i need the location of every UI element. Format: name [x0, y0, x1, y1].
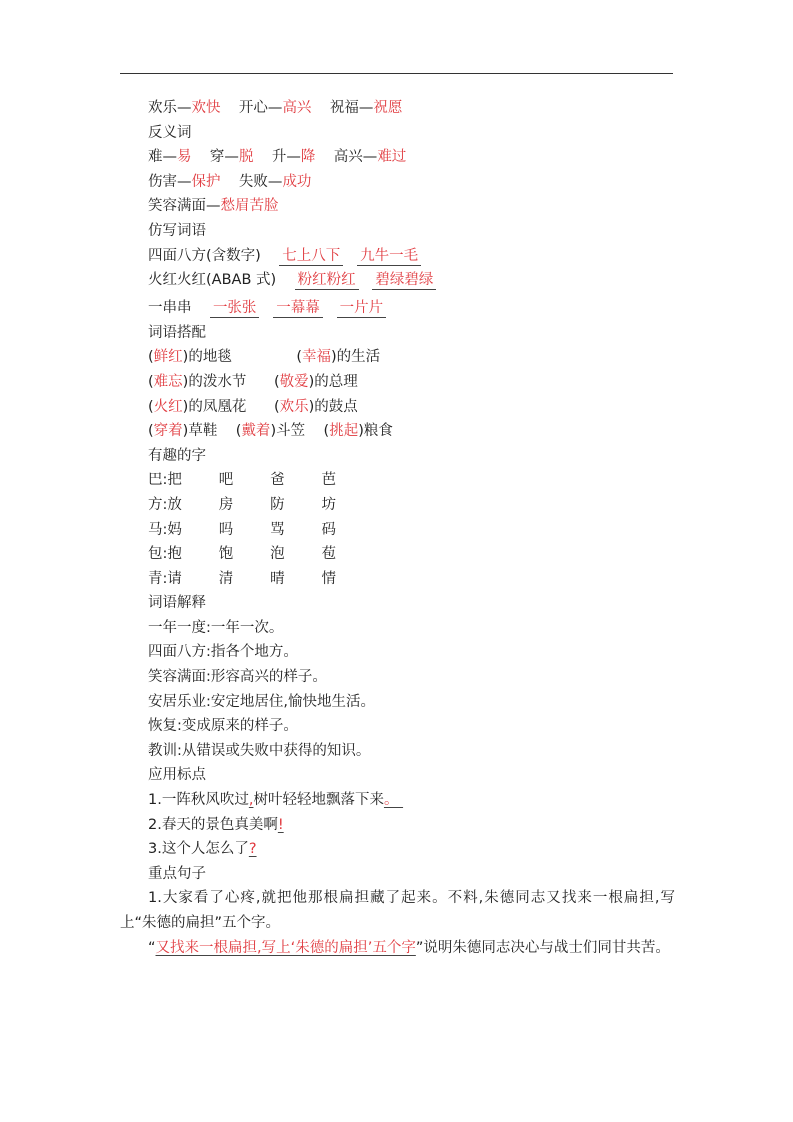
text-line: [120, 591, 675, 616]
answer-text: 易: [177, 149, 192, 166]
text-segment: 仿写词语: [148, 222, 206, 239]
text-segment: 四面八方:指各个地方。: [148, 644, 298, 661]
text-segment: 四面八方(含数字): [148, 247, 280, 264]
text-segment: (: [148, 373, 154, 390]
text-segment: “: [148, 939, 156, 956]
text-segment: 笑容满面:形容高兴的样子。: [148, 669, 327, 686]
text-segment: 重点句子: [148, 865, 206, 882]
text-segment: 失败—: [220, 173, 283, 190]
text-line: [120, 739, 675, 764]
text-line: [120, 518, 675, 543]
answer-text: 。: [383, 792, 404, 809]
text-line: [120, 194, 675, 219]
answer-text: 脱: [238, 149, 254, 166]
answer-text: 九牛一毛: [357, 247, 421, 266]
text-segment: [323, 300, 337, 316]
answer-text: 一张张: [210, 299, 260, 318]
answer-text: ,: [248, 792, 254, 809]
answer-text: !: [277, 816, 284, 833]
answer-text: 火红: [153, 398, 183, 415]
text-segment: )草鞋 (: [182, 423, 242, 440]
text-line: [120, 862, 675, 887]
text-segment: )的泼水节 (: [182, 373, 280, 390]
answer-text: 成功: [282, 173, 312, 190]
text-segment: 伤害—: [148, 173, 192, 190]
text-line: [120, 268, 675, 293]
answer-text: 鲜红: [153, 349, 183, 366]
text-segment: 高兴—: [315, 149, 378, 166]
text-line: [120, 714, 675, 739]
text-segment: 方:放 房 防 坊: [148, 496, 337, 513]
text-segment: 安居乐业:安定地居住,愉快地生活。: [148, 693, 375, 710]
text-line: [120, 321, 675, 346]
header-rule: [120, 73, 673, 74]
text-line: [120, 542, 675, 567]
text-segment: 有趣的字: [148, 447, 206, 464]
text-segment: 马:妈 吗 骂 码: [148, 521, 337, 538]
text-line: [120, 837, 675, 862]
text-line: [120, 145, 675, 170]
answer-text: 难忘: [153, 373, 183, 390]
text-segment: 恢复:变成原来的样子。: [148, 718, 298, 735]
text-segment: 词语搭配: [148, 324, 206, 341]
text-line: [120, 690, 675, 715]
text-segment: )粮食: [358, 423, 393, 440]
answer-text: 又找来一根扁担,写上‘朱德的扁担’五个字: [155, 939, 416, 956]
text-line: [120, 293, 675, 321]
text-segment: )的鼓点: [308, 398, 358, 415]
text-line: [120, 370, 675, 395]
text-line: [120, 244, 675, 269]
text-line: [120, 567, 675, 592]
text-line: [120, 665, 675, 690]
text-line: [120, 96, 675, 121]
text-segment: )的凤凰花 (: [182, 398, 280, 415]
text-line: [120, 170, 675, 195]
text-segment: 穿—: [191, 149, 239, 166]
text-segment: 1.大家看了心疼,就把他那根扁担藏了起来。不料,朱德同志又找来一根扁担,写上“朱德的扁担”五个字。: [120, 890, 675, 931]
text-line: [120, 444, 675, 469]
paragraph: [120, 886, 675, 935]
text-segment: [343, 248, 357, 264]
answer-text: 愁眉苦脸: [220, 198, 279, 215]
text-segment: 祝福—: [311, 100, 374, 116]
text-line: [120, 121, 675, 146]
text-segment: )的生活: [331, 349, 381, 366]
answer-text: 幸福: [302, 349, 332, 366]
answer-text: 敬爱: [279, 373, 309, 390]
answer-text: 挑起: [329, 423, 359, 440]
text-segment: 教训:从错误或失败中获得的知识。: [148, 742, 371, 759]
text-line: [120, 493, 675, 518]
text-segment: (: [148, 349, 154, 366]
text-line: [120, 345, 675, 370]
text-line: [120, 763, 675, 788]
text-segment: (: [148, 398, 154, 415]
text-segment: 3.这个人怎么了: [148, 841, 249, 858]
text-segment: )斗笠 (: [270, 423, 330, 440]
answer-text: 一片片: [337, 299, 387, 318]
text-line: [120, 419, 675, 444]
answer-text: 碧绿碧绿: [372, 271, 436, 290]
text-segment: 升—: [253, 149, 301, 166]
text-line: [120, 788, 675, 813]
text-line: [120, 395, 675, 420]
text-segment: 笑容满面—: [148, 198, 221, 215]
text-segment: )的总理: [308, 373, 358, 390]
text-line: [120, 813, 675, 838]
answer-text: 戴着: [241, 423, 271, 440]
text-segment: ”说明朱德同志决心与战士们同甘共苦。: [415, 939, 670, 956]
text-line: [120, 616, 675, 641]
text-segment: 包:抱 饱 泡 苞: [148, 546, 337, 563]
answer-text: 祝愿: [373, 100, 403, 116]
text-segment: (: [148, 423, 154, 440]
text-line: [120, 468, 675, 493]
text-segment: 树叶轻轻地飘落下来: [253, 792, 384, 809]
text-segment: 欢乐—: [148, 100, 192, 116]
answer-text: ?: [248, 841, 257, 858]
answer-text: 保护: [191, 173, 221, 190]
answer-text: 欢乐: [279, 398, 309, 415]
text-segment: )的地毯 (: [182, 349, 303, 366]
text-segment: 难—: [148, 149, 177, 166]
answer-text: 难过: [377, 149, 407, 166]
text-segment: 一年一度:一年一次。: [148, 619, 284, 636]
text-segment: 开心—: [220, 100, 283, 116]
text-segment: [259, 300, 273, 316]
text-segment: 词语解释: [148, 595, 206, 612]
answer-text: 高兴: [282, 100, 312, 116]
answer-text: 降: [300, 149, 316, 166]
document-content: [120, 96, 675, 960]
text-segment: 反义词: [148, 124, 192, 141]
text-segment: 青:请 清 晴 情: [148, 570, 337, 587]
answer-text: 粉红粉红: [295, 271, 359, 290]
text-segment: 应用标点: [148, 767, 206, 784]
text-segment: 一串串: [148, 299, 210, 316]
text-segment: 2.春天的景色真美啊: [148, 816, 278, 833]
answer-text: 一幕幕: [273, 299, 323, 318]
answer-text: 七上八下: [279, 247, 343, 266]
paragraph: [120, 936, 675, 961]
text-segment: 1.一阵秋风吹过: [148, 792, 249, 809]
answer-text: 欢快: [191, 100, 221, 116]
text-segment: [359, 272, 373, 288]
text-segment: 火红火红(ABAB 式): [148, 272, 295, 289]
text-segment: 巴:把 吧 爸 芭: [148, 472, 337, 489]
text-line: [120, 219, 675, 244]
answer-text: 穿着: [153, 423, 183, 440]
text-line: [120, 640, 675, 665]
